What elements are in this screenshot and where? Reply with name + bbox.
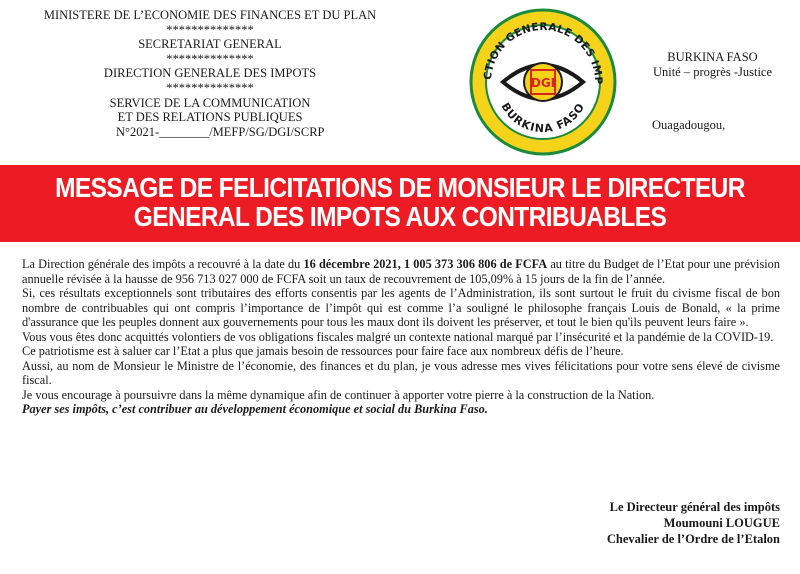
paragraph-5: Aussi, au nom de Monsieur le Ministre de l’économie, des finances et du plan, je vous adresse mes vives félicitations pour votre sens élevé de civisme fiscal. (22, 358, 780, 387)
closing-statement: Payer ses impôts, c’est contribuer au développement économique et social du Burkina Faso. (22, 402, 488, 416)
direction-name: DIRECTION GENERALE DES IMPOTS (103, 66, 317, 81)
dgi-seal-logo (469, 8, 617, 156)
paragraph-3: Vous vous êtes donc acquittés volontiers de vos obligations fiscales malgré un contexte national marqué par l’insécurité et la pandémie de la COVID-19. (22, 329, 774, 344)
secretariat-name: SECRETARIAT GENERAL (138, 37, 282, 52)
signatory-title: Le Directeur général des impôts (609, 500, 780, 514)
service-name-line1: SERVICE DE LA COMMUNICATION (109, 95, 311, 110)
header-right (630, 50, 795, 79)
ministry-name: MINISTERE DE L’ECONOMIE DES FINANCES ET DU PLAN (43, 8, 377, 22)
title-banner (0, 165, 800, 242)
signatory-honor: Chevalier de l’Ordre de l’Etalon (606, 532, 780, 546)
city-date: Ouagadougou, (652, 118, 726, 132)
seal-center-text: DGI (530, 76, 556, 90)
national-motto: Unité – progrès -Justice (652, 64, 773, 79)
signatory-name: Moumouni LOUGUE (663, 516, 780, 530)
service-name-line2: ET DES RELATIONS PUBLIQUES (117, 110, 303, 125)
header-left (30, 8, 390, 139)
paragraph-1: La Direction générale des impôts a recouvré à la date du 16 décembre 2021, 1 005 373 306 806 de FCFA au titre du Budget de l’Etat pour une prévision annuelle révisée à la hausse de 956 713 027 000 de FCFA soit un taux de recouvrement de 105,09% à 15 jours de la fin de l’année. (22, 257, 780, 286)
seal-top-text: CTION GENERALE DES IMP (481, 20, 605, 85)
country-name: BURKINA FASO (667, 50, 758, 64)
separator: ************** (166, 22, 254, 37)
message-body (22, 257, 780, 417)
banner-title-line1: MESSAGE DE FELICITATIONS DE MONSIEUR LE DIRECTEUR (55, 173, 745, 204)
seal-graphic (469, 8, 617, 156)
signature-block (607, 499, 780, 547)
banner-title-line2: GENERAL DES IMPOTS AUX CONTRIBUABLES (133, 202, 667, 233)
seal-bottom-text: BURKINA FASO (498, 100, 588, 136)
paragraph-2: Si, ces résultats exceptionnels sont tributaires des efforts consentis par les agents de l’Administration, ils sont surtout le fruit du civisme fiscal de bon nombre de contribuables qui ont compris l’importance de l’impôt qui est comme l’a souligné le philosophe français Louis de Bonald, « la prime d'assurance que les peuples donnent aux gouvernements pour tous les maux dont ils doivent les préserver, et tout le bien qu'ils peuvent leurs faire ». (22, 286, 780, 329)
paragraph-4: Ce patriotisme est à saluer car l’Etat a plus que jamais besoin de ressources pour faire face aux nombreux défis de l’heure. (22, 344, 624, 358)
revenue-amount: 16 décembre 2021, 1 005 373 306 806 de FCFA (303, 257, 548, 271)
paragraph-6: Je vous encourage à poursuivre dans la même dynamique afin de continuer à apporter votre pierre à la construction de la Nation. (22, 387, 655, 402)
separator: ************** (166, 80, 254, 95)
separator: ************** (166, 51, 254, 66)
reference-number: N°2021-________/MEFP/SG/DGI/SCRP (116, 124, 325, 139)
